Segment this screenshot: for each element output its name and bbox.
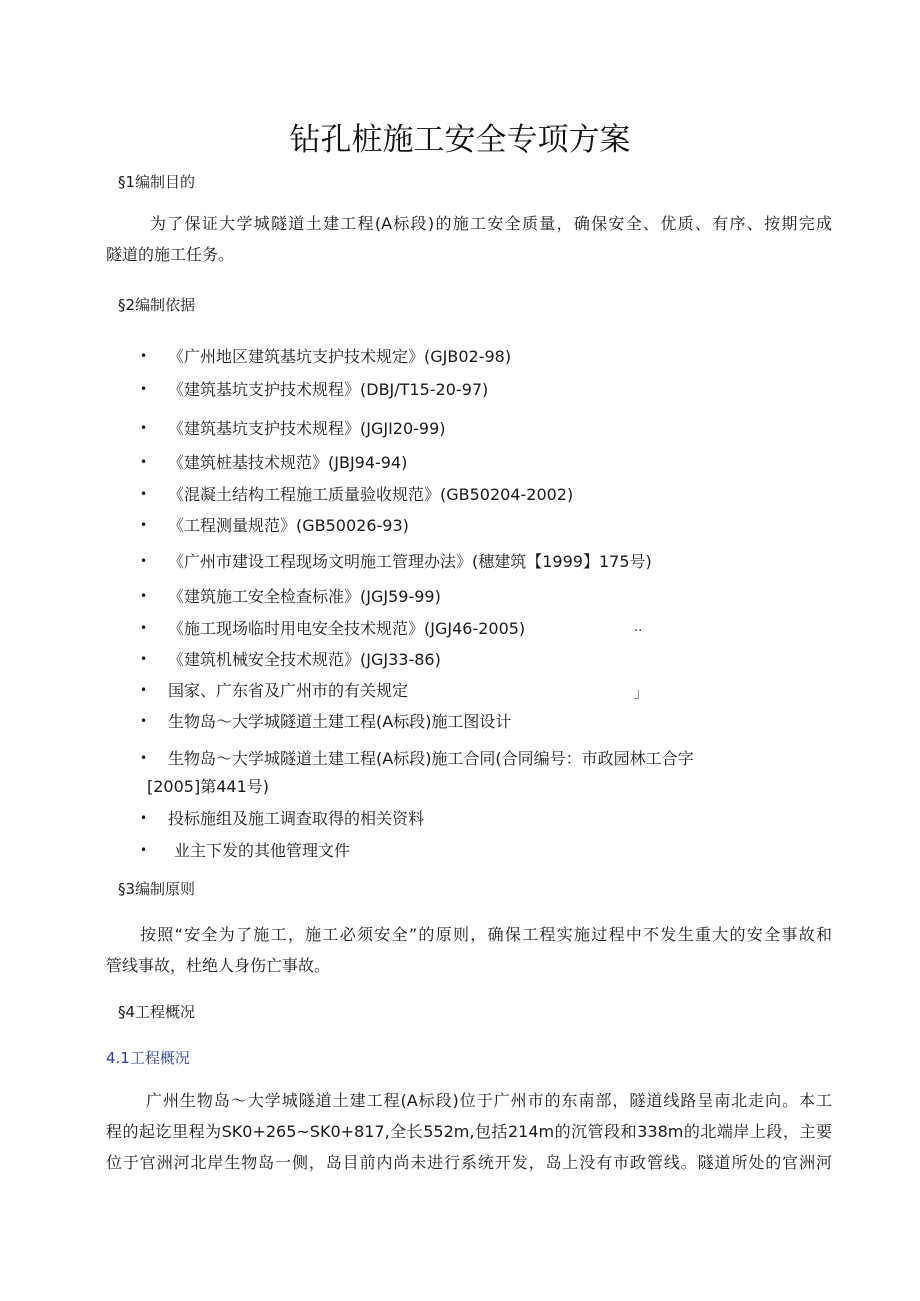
paragraph-line: 为了保证大学城隧道土建工程(A标段)的施工安全质量，确保安全、优质、有序、按期完成 bbox=[150, 214, 832, 233]
list-item-continuation: [2005]第441号) bbox=[147, 777, 269, 796]
bullet-icon: • bbox=[140, 455, 148, 469]
bullet-icon: • bbox=[140, 589, 148, 603]
section-2-heading: §2编制依据 bbox=[118, 296, 196, 314]
bullet-icon: • bbox=[140, 487, 148, 501]
bullet-icon: • bbox=[140, 382, 148, 396]
section-1-heading: §1编制目的 bbox=[118, 173, 196, 191]
paragraph-line: 程的起讫里程为SK0+265~SK0+817,全长552m,包括214m的沉管段和338m的北端岸上段，主要 bbox=[106, 1122, 832, 1141]
bullet-icon: • bbox=[140, 518, 148, 532]
section-1-paragraph bbox=[106, 208, 832, 270]
list-item: • 业主下发的其他管理文件 bbox=[140, 841, 351, 860]
bullet-icon: • bbox=[140, 652, 148, 666]
list-item: • 投标施组及施工调查取得的相关资料 bbox=[140, 809, 425, 828]
section-4-heading: §4工程概况 bbox=[118, 1003, 196, 1021]
paragraph-line: 位于官洲河北岸生物岛一侧，岛目前内尚未进行系统开发，岛上没有市政管线。隧道所处的官洲河 bbox=[106, 1153, 832, 1172]
list-item: • 生物岛～大学城隧道土建工程(A标段)施工图设计 bbox=[140, 712, 512, 731]
bullet-icon: • bbox=[140, 349, 148, 363]
list-item: • 《建筑施工安全检查标准》(JGJ59-99) bbox=[140, 587, 441, 606]
bullet-icon: • bbox=[140, 683, 148, 697]
list-item: • 《工程测量规范》(GB50026-93) bbox=[140, 516, 409, 535]
list-item: • 生物岛～大学城隧道土建工程(A标段)施工合同(合同编号：市政园林工合字 bbox=[140, 749, 694, 768]
paragraph-line: 广州生物岛～大学城隧道土建工程(A标段)位于广州市的东南部，隧道线路呈南北走向。本工 bbox=[146, 1091, 832, 1110]
bullet-icon: • bbox=[140, 811, 148, 825]
section-4-paragraph bbox=[106, 1085, 832, 1178]
bullet-icon: • bbox=[140, 621, 148, 635]
bullet-icon: • bbox=[140, 421, 148, 435]
trailing-mark: 」 bbox=[634, 686, 648, 701]
list-item: • 《建筑基坑支护技术规程》(JGJI20-99) bbox=[140, 419, 446, 438]
list-item: • 《混凝土结构工程施工质量验收规范》(GB50204-2002) bbox=[140, 485, 574, 504]
paragraph-line: 隧道的施工任务。 bbox=[106, 245, 235, 264]
list-item: • 国家、广东省及广州市的有关规定 bbox=[140, 681, 409, 700]
list-item: • 《建筑桩基技术规范》(JBJ94-94) bbox=[140, 453, 408, 472]
page-title: 钻孔桩施工安全专项方案 bbox=[289, 122, 631, 158]
subsection-heading: 4.1工程概况 bbox=[106, 1049, 190, 1067]
bullet-icon: • bbox=[140, 843, 148, 857]
list-item: • 《建筑机械安全技术规范》(JGJ33-86) bbox=[140, 650, 441, 669]
bullet-icon: • bbox=[140, 554, 148, 568]
bullet-icon: • bbox=[140, 751, 148, 765]
bullet-icon: • bbox=[140, 714, 148, 728]
list-item: • 《施工现场临时用电安全技术规范》(JGJ46-2005) bbox=[140, 619, 526, 638]
section-3-paragraph bbox=[106, 919, 832, 981]
paragraph-line: 按照“安全为了施工，施工必须安全”的原则，确保工程实施过程中不发生重大的安全事故和 bbox=[140, 925, 832, 944]
paragraph-line: 管线事故，杜绝人身伤亡事故。 bbox=[106, 956, 331, 975]
section-3-heading: §3编制原则 bbox=[118, 880, 196, 898]
list-item: • 《广州市建设工程现场文明施工管理办法》(穗建筑【1999】175号) bbox=[140, 552, 652, 571]
list-item: • 《建筑基坑支护技术规程》(DBJ/T15-20-97) bbox=[140, 380, 489, 399]
trailing-mark: .. bbox=[634, 620, 643, 635]
list-item: • 《广州地区建筑基坑支护技术规定》(GJB02-98) bbox=[140, 347, 512, 366]
